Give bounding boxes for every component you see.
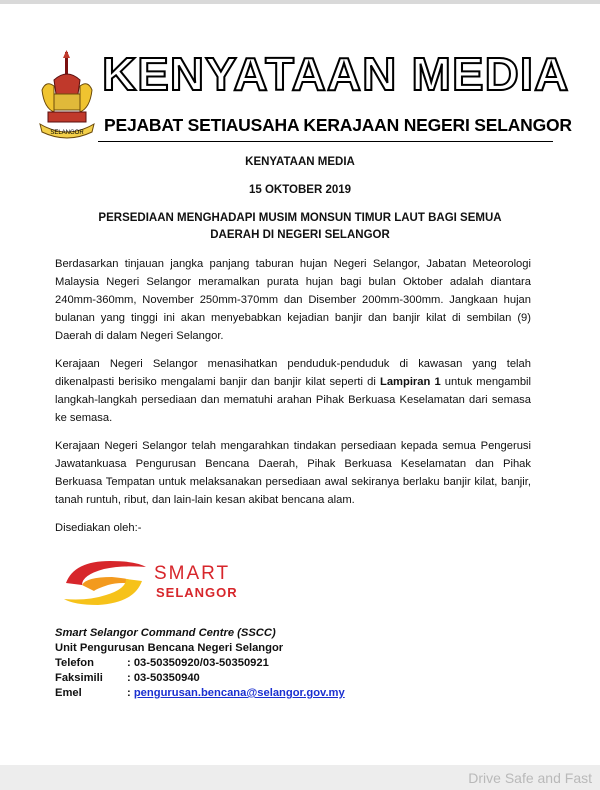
watermark: Drive Safe and Fast	[468, 770, 592, 786]
emel-label: Emel	[55, 687, 82, 699]
document-heading: KENYATAAN MEDIA	[245, 156, 355, 168]
header-divider	[98, 141, 553, 142]
faks-value: : 03-50350940	[127, 672, 200, 684]
emel-separator: :	[127, 687, 134, 699]
prepared-by: Disediakan oleh:-	[55, 522, 142, 534]
top-edge	[0, 0, 600, 4]
letterhead-subtitle: PEJABAT SETIAUSAHA KERAJAAN NEGERI SELANGOR	[104, 115, 572, 135]
contact-org: Smart Selangor Command Centre (SSCC)	[55, 627, 276, 639]
paragraph-2	[55, 355, 531, 427]
subject-line-1: PERSEDIAAN MENGHADAPI MUSIM MONSUN TIMUR LAUT BAGI SEMUA	[98, 212, 502, 224]
email-link[interactable]: pengurusan.bencana@selangor.gov.my	[133, 687, 345, 699]
logo-line-1: SMART	[154, 563, 231, 584]
selangor-crest-icon	[36, 50, 98, 140]
paragraph-2-text-a: Kerajaan Negeri Selangor menasihatkan penduduk-penduduk di kawasan yang telah dikenalpasti berisiko mengalami banjir dan banjir kilat seperti di	[55, 358, 531, 388]
contact-unit: Unit Pengurusan Bencana Negeri Selangor	[55, 642, 284, 654]
subject-line-2: DAERAH DI NEGERI SELANGOR	[210, 229, 390, 241]
paragraph-2-text-b: untuk mengambil langkah-langkah persediaan dan mematuhi arahan Pihak Berkuasa Keselamatan dari semasa ke semasa.	[55, 376, 532, 424]
telefon-label: Telefon	[55, 657, 94, 669]
contact-telefon	[55, 656, 269, 671]
crest-text: SELANGOR	[50, 130, 84, 136]
telefon-value: : 03-50350920/03-50350921	[127, 657, 269, 669]
attachment-reference: Lampiran 1	[379, 376, 441, 388]
contact-emel	[55, 686, 345, 701]
paragraph-3: Kerajaan Negeri Selangor telah mengarahkan tindakan persediaan kepada semua Pengerusi Jawatankuasa Pengurusan Bencana Daerah, Pihak Berkuasa Keselamatan dan Pihak Berkuasa Tempatan untuk melaksanakan persediaan awal sekiranya berlaku banjir kilat, banjir, tanah runtuh, ribut, dan lain-lain kesan akibat bencana alam.	[55, 440, 531, 506]
smart-selangor-logo	[62, 555, 252, 609]
paragraph-1: Berdasarkan tinjauan jangka panjang taburan hujan Negeri Selangor, Jabatan Meteorologi Malaysia Negeri Selangor meramalkan purata hujan bagi bulan Oktober adalah diantara 240mm-360mm, November 250mm-370mm dan Disember 200mm-300mm. Jangkaan hujan bulanan yang tinggi ini akan menyebabkan kejadian banjir dan banjir kilat di sembilan (9) Daerah di dalam Negeri Selangor.	[55, 258, 531, 342]
logo-line-2: SELANGOR	[156, 585, 238, 600]
contact-faks	[55, 671, 200, 686]
document-date: 15 OKTOBER 2019	[248, 184, 352, 196]
letterhead-title: KENYATAAN MEDIA	[102, 48, 570, 100]
faks-label: Faksimili	[55, 672, 103, 684]
